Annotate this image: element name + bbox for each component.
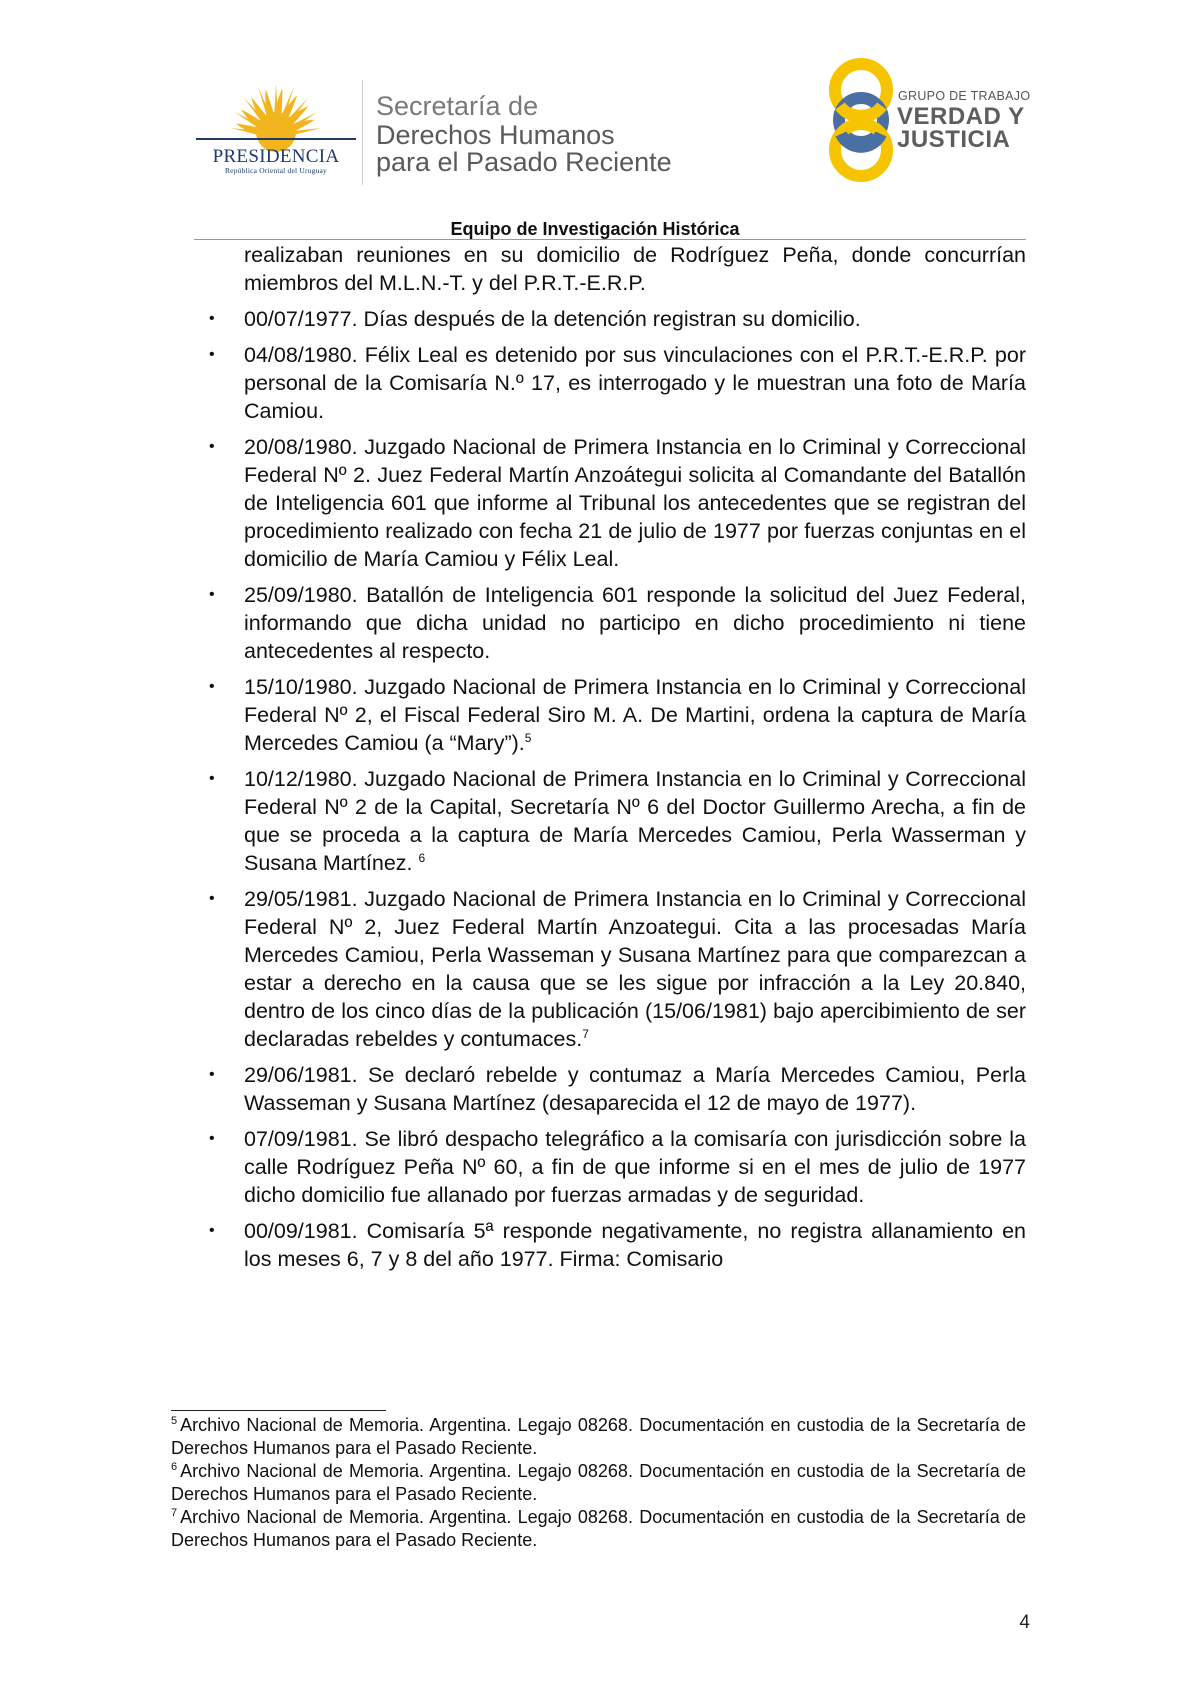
secretaria-line-3: para el Pasado Reciente [376, 147, 672, 177]
footnote [171, 1414, 1026, 1460]
presidencia-subtitle: República Oriental del Uruguay [224, 166, 327, 175]
list-item [209, 433, 1026, 573]
bullet-icon: • [209, 890, 215, 907]
list-item [209, 341, 1026, 425]
footnote-number: 5 [171, 1415, 178, 1427]
bullet-icon: • [209, 1222, 215, 1239]
footnote-reference[interactable]: 5 [524, 730, 532, 745]
list-item-text: 00/07/1977. Días después de la detención registran su domicilio. [244, 307, 861, 331]
footnote [171, 1506, 1026, 1552]
lead-paragraph: realizaban reuniones en su domicilio de Rodríguez Peña, donde concurrían miembros del M.L.N.-T. y del P.R.T.-E.R.P. [244, 243, 1026, 295]
secretaria-line-2: Derechos Humanos [376, 120, 615, 150]
list-item [209, 765, 1026, 877]
list-item-text: 29/05/1981. Juzgado Nacional de Primera Instancia en lo Criminal y Correccional Federal Nº 2, Juez Federal Martín Anzoategui. Cita a las procesadas María Mercedes Camiou, Perla Wasseman y Susana Martínez para que comparezcan a estar a derecho en la causa que se les sigue por infracción a la Ley 20.840, dentro de los cinco días de la publicación (15/06/1981) bajo apercibimiento de ser declaradas rebeldes y contumaces. [244, 887, 1026, 1051]
list-item [209, 1125, 1026, 1209]
footnote-reference[interactable]: 7 [582, 1026, 589, 1041]
page-number: 4 [1019, 1612, 1030, 1633]
list-item-text: 20/08/1980. Juzgado Nacional de Primera Instancia en lo Criminal y Correccional Federal Nº 2. Juez Federal Martín Anzoátegui solicita al Comandante del Batallón de Inteligencia 601 que informe al Tribunal los antecedentes que se registran del procedimiento realizado con fecha 21 de julio de 1977 por fuerzas conjuntas en el domicilio de María Camiou y Félix Leal. [244, 435, 1026, 571]
footnote-text: Archivo Nacional de Memoria. Argentina. Legajo 08268. Documentación en custodia de la Secretaría de Derechos Humanos para el Pasado Reciente. [171, 1507, 1026, 1550]
grupo-trabajo-line-2: VERDAD Y [897, 103, 1025, 130]
list-item [209, 1061, 1026, 1117]
list-item-text: 15/10/1980. Juzgado Nacional de Primera Instancia en lo Criminal y Correccional Federal Nº 2, el Fiscal Federal Siro M. A. De Martini, ordena la captura de María Mercedes Camiou (a “Mary”). [244, 675, 1026, 755]
bullet-icon: • [209, 310, 215, 327]
footnote-number: 6 [171, 1461, 178, 1473]
grupo-trabajo-line-1: GRUPO DE TRABAJO [898, 89, 1031, 103]
bullet-icon: • [209, 346, 215, 363]
footnote-text: Archivo Nacional de Memoria. Argentina. Legajo 08268. Documentación en custodia de la Secretaría de Derechos Humanos para el Pasado Reciente. [171, 1415, 1026, 1458]
footnote-reference[interactable]: 6 [418, 850, 426, 865]
footnote [171, 1460, 1026, 1506]
list-item-text: 10/12/1980. Juzgado Nacional de Primera Instancia en lo Criminal y Correccional Federal Nº 2 de la Capital, Secretaría Nº 6 del Doctor Guillermo Arecha, a fin de que se proceda a la captura de María Mercedes Camiou, Perla Wasserman y Susana Martínez. [244, 767, 1026, 875]
list-item-text: 04/08/1980. Félix Leal es detenido por sus vinculaciones con el P.R.T.-E.R.P. por personal de la Comisaría N.º 17, es interrogado y le muestran una foto de María Camiou. [244, 343, 1026, 423]
presidencia-label: PRESIDENCIA [212, 146, 340, 167]
list-item [209, 581, 1026, 665]
list-item-text: 00/09/1981. Comisaría 5ª responde negativamente, no registra allanamiento en los meses 6, 7 y 8 del año 1977. Firma: Comisario [244, 1219, 1026, 1271]
bullet-icon: • [209, 1066, 215, 1083]
bullet-icon: • [209, 586, 215, 603]
footnote-text: Archivo Nacional de Memoria. Argentina. Legajo 08268. Documentación en custodia de la Secretaría de Derechos Humanos para el Pasado Reciente. [171, 1461, 1026, 1504]
bullet-icon: • [209, 678, 215, 695]
list-item [209, 1217, 1026, 1273]
footnotes [171, 1414, 1026, 1552]
list-item [209, 673, 1026, 757]
list-item [209, 885, 1026, 1053]
list-item-text: 07/09/1981. Se libró despacho telegráfico a la comisaría con jurisdicción sobre la calle Rodríguez Peña Nº 60, a fin de que informe si en el mes de julio de 1977 dicho domicilio fue allanado por fuerzas armadas y de seguridad. [244, 1127, 1026, 1207]
bullet-icon: • [209, 770, 215, 787]
list-item-text: 25/09/1980. Batallón de Inteligencia 601 responde la solicitud del Juez Federal, informando que dicha unidad no participo en dicho procedimiento ni tiene antecedentes al respecto. [244, 583, 1026, 663]
list-item [209, 305, 1026, 333]
document-body [209, 241, 1026, 1281]
footnote-number: 7 [171, 1507, 178, 1519]
grupo-trabajo-rings-logo [820, 54, 902, 184]
event-list [209, 305, 1026, 1273]
logo-divider [362, 80, 363, 185]
list-item-text: 29/06/1981. Se declaró rebelde y contumaz a María Mercedes Camiou, Perla Wasseman y Susana Martínez (desaparecida el 12 de mayo de 1977). [244, 1063, 1026, 1115]
grupo-trabajo-line-3: JUSTICIA [897, 126, 1011, 153]
section-title: Equipo de Investigación Histórica [450, 219, 740, 239]
bullet-icon: • [209, 438, 215, 455]
header-rule [194, 239, 1026, 240]
bullet-icon: • [209, 1130, 215, 1147]
secretaria-line-1: Secretaría de [376, 91, 539, 121]
page-header [0, 0, 1190, 240]
footnote-separator [171, 1410, 386, 1411]
